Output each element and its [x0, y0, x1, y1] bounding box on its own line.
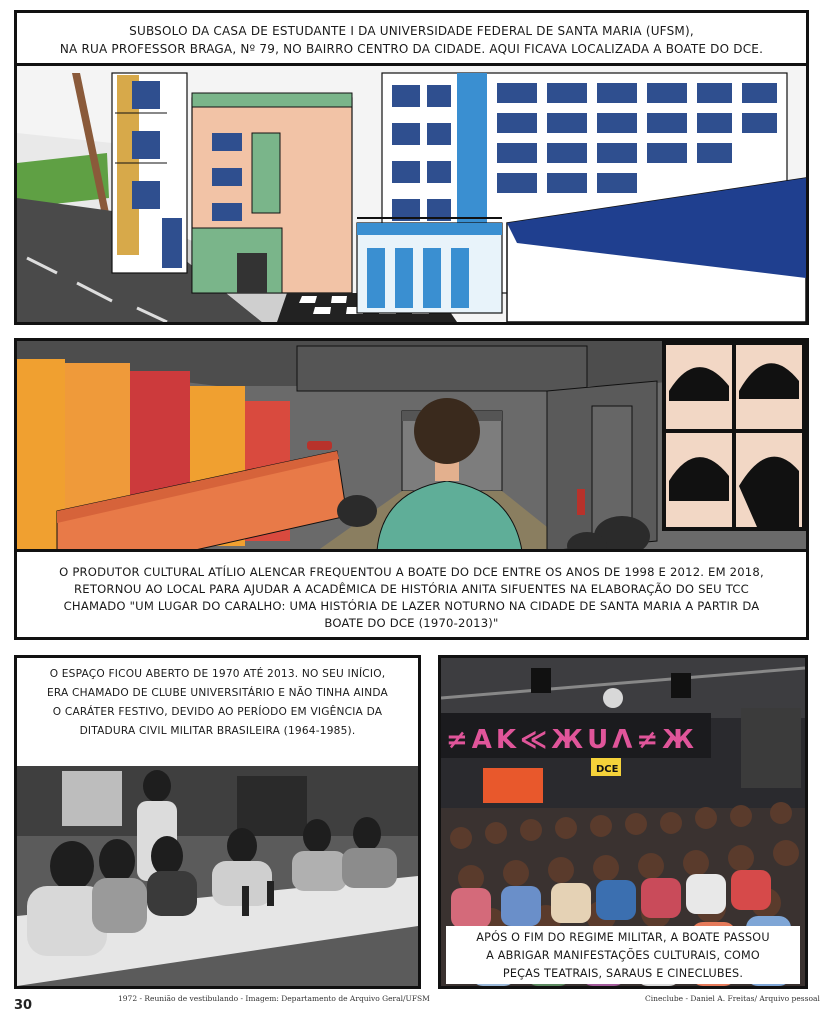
svg-text:≠AK≪ЖUΛ≠Ж: ≠AK≪ЖUΛ≠Ж — [446, 725, 698, 755]
caption-line: BOATE DO DCE (1970-2013)" — [324, 616, 499, 630]
panel4-caption — [446, 926, 800, 984]
panel-cineclub-photo — [438, 655, 808, 989]
panel-historic-photo — [14, 655, 421, 989]
photo-credit-left: 1972 - Reunião de vestibulando - Imagem: Departamento de Arquivo Geral/UFSM — [118, 994, 430, 1003]
caption-line: SUBSOLO DA CASA DE ESTUDANTE I DA UNIVERSIDADE FEDERAL DE SANTA MARIA (UFSM), — [129, 24, 694, 38]
caption-line: O ESPAÇO FICOU ABERTO DE 1970 ATÉ 2013. NO SEU INÍCIO, — [49, 668, 386, 680]
caption-line: CHAMADO "UM LUGAR DO CARALHO: UMA HISTÓRIA DE LAZER NOTURNO NA CIDADE DE SANTA MARIA A PARTIR DA — [63, 599, 760, 613]
historic-meeting-photo — [17, 766, 418, 986]
caption-line: NA RUA PROFESSOR BRAGA, Nº 79, NO BAIRRO CENTRO DA CIDADE. AQUI FICAVA LOCALIZADA A BOATE DO DCE. — [59, 42, 764, 56]
panel-street-illustration — [14, 10, 809, 325]
caption-line: PEÇAS TEATRAIS, SARAUS E CINECLUBES. — [502, 967, 744, 980]
caption-line: RETORNOU AO LOCAL PARA AJUDAR A ACADÊMICA DE HISTÓRIA ANITA SIFUENTES NA ELABORAÇÃO DO SEU TCC — [74, 582, 749, 596]
page-number: 30 — [14, 998, 33, 1013]
dce-sign: DCE — [596, 764, 619, 775]
panel-club-interior-illustration — [14, 338, 809, 640]
panel3-caption — [17, 658, 418, 766]
panel2-caption — [14, 549, 809, 640]
panel1-caption — [14, 10, 809, 66]
caption-line: A ABRIGAR MANIFESTAÇÕES CULTURAIS, COMO — [486, 949, 760, 962]
caption-line: APÓS O FIM DO REGIME MILITAR, A BOATE PASSOU — [476, 931, 770, 944]
caption-line: O PRODUTOR CULTURAL ATÍLIO ALENCAR FREQUENTOU A BOATE DO DCE ENTRE OS ANOS DE 1998 E 2012. EM 2018, — [59, 565, 764, 579]
caption-line: DITADURA CIVIL MILITAR BRASILEIRA (1964-1985). — [79, 725, 356, 737]
poster-faces — [662, 341, 806, 531]
photo-credit-right: Cineclube - Daniel A. Freitas/ Arquivo pessoal — [645, 994, 820, 1003]
caption-line: O CARÁTER FESTIVO, DEVIDO AO PERÍODO EM VIGÊNCIA DA — [52, 706, 383, 718]
caption-line: ERA CHAMADO DE CLUBE UNIVERSITÁRIO E NÃO TINHA AINDA — [47, 687, 388, 699]
